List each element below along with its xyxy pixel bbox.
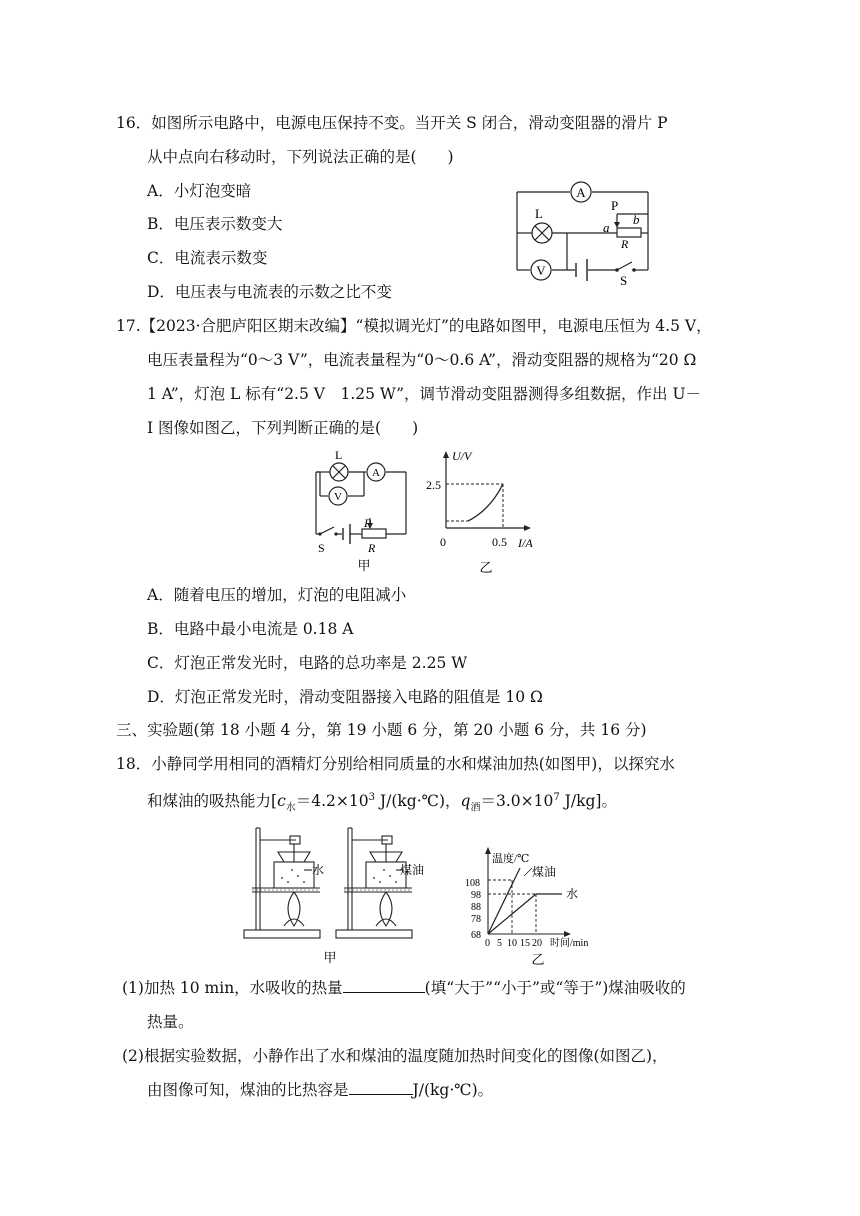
q18-sub1-answer-blank[interactable] xyxy=(343,978,425,993)
q16-resistor-label: R xyxy=(621,237,629,251)
q17-jia-voltmeter-label: V xyxy=(334,491,342,503)
q16-ammeter-label: A xyxy=(576,185,586,200)
q16-option-c: C．电流表示数变 xyxy=(147,249,268,267)
q16-stem-line2: 从中点向右移动时，下列说法正确的是( ) xyxy=(147,148,454,166)
q16-voltmeter-label: V xyxy=(536,263,546,278)
q18-yi-ytick-78: 78 xyxy=(471,914,481,925)
q17-option-c: C．灯泡正常发光时，电路的总功率是 2.25 W xyxy=(147,654,468,672)
q18-yi-xtick-5: 5 xyxy=(497,938,502,949)
q16-option-b: B．电压表示数变大 xyxy=(147,215,283,233)
q17-stem-line4: I 图像如图乙，下列判断正确的是( ) xyxy=(147,419,419,437)
q18-yi-xtick-0: 0 xyxy=(485,938,490,949)
q17-jia-slider-label: P xyxy=(364,516,372,530)
q18-sub2-line1: (2)根据实验数据，小静作出了水和煤油的温度随加热时间变化的图像(如图乙)， xyxy=(122,1047,668,1065)
q17-yi-ytick: 2.5 xyxy=(426,478,441,492)
q16-end-b-label: b xyxy=(633,212,640,227)
q16-slider-label: P xyxy=(611,198,619,213)
q17-jia-ammeter-label: A xyxy=(372,467,380,479)
q18-yi-xtick-15: 15 xyxy=(520,938,530,949)
q17-yi-origin: 0 xyxy=(440,535,446,549)
q17-jia-switch-label: S xyxy=(318,541,325,555)
q17-option-b: B．电路中最小电流是 0.18 A xyxy=(147,620,354,638)
q16-switch-label: S xyxy=(620,273,628,288)
q18-yi-xtick-10: 10 xyxy=(507,938,517,949)
q16-stem-line1: 16．如图所示电路中，电源电压保持不变。当开关 S 闭合，滑动变阻器的滑片 P xyxy=(116,114,668,132)
q17-stem-line3: 1 A”，灯泡 L 标有“2.5 V 1.25 W”，调节滑动变阻器测得多组数据，作出 U－ xyxy=(147,385,702,403)
q16-end-a-label: a xyxy=(603,220,610,235)
q18-yi-oil-line-label: 煤油 xyxy=(532,865,557,879)
q18-yi-ytick-98: 98 xyxy=(471,890,481,901)
q18-yi-ylabel: 温度/℃ xyxy=(492,853,530,865)
q17-option-a: A．随着电压的增加，灯泡的电阻减小 xyxy=(147,586,407,604)
q16-lamp-label: L xyxy=(535,206,543,221)
q17-yi-xtick: 0.5 xyxy=(492,535,507,549)
q18-apparatus-jia xyxy=(238,822,425,966)
q18-sub2-answer-blank[interactable] xyxy=(349,1080,413,1095)
q16-circuit-diagram xyxy=(505,178,665,288)
section-3-heading: 三、实验题(第 18 小题 4 分，第 19 小题 6 分，第 20 小题 6 分，共 16 分) xyxy=(116,721,647,739)
q18-jia-oil-label: 煤油 xyxy=(400,863,425,877)
q18-stem-line1: 18．小静同学用相同的酒精灯分别给相同质量的水和煤油加热(如图甲)，以探究水 xyxy=(116,755,675,773)
q17-option-d: D．灯泡正常发光时，滑动变阻器接入电路的阻值是 10 Ω xyxy=(147,688,543,706)
q18-yi-ytick-108: 108 xyxy=(465,878,480,889)
q18-yi-xlabel: 时间/min xyxy=(550,938,589,949)
q17-jia-resistor-label: R xyxy=(368,541,376,555)
q18-yi-ytick-68: 68 xyxy=(471,930,481,941)
q18-yi-xtick-20: 20 xyxy=(532,938,542,949)
q17-jia-caption: 甲 xyxy=(357,558,371,573)
q18-yi-caption: 乙 xyxy=(531,952,545,967)
q18-yi-ytick-88: 88 xyxy=(471,902,481,913)
q18-sub2-line2: 由图像可知，煤油的比热容是 J/(kg·℃)。 xyxy=(147,1081,494,1099)
q17-yi-caption: 乙 xyxy=(479,560,493,575)
q17-stem-line1: 17.【2023·合肥庐阳区期末改编】“模拟调光灯”的电路如图甲，电源电压恒为 4.5 V， xyxy=(116,317,712,335)
q17-circuit-jia xyxy=(308,444,420,574)
q18-sub1-line2: 热量。 xyxy=(147,1013,194,1031)
q18-jia-water-label: 水 xyxy=(312,863,325,877)
q16-option-d: D．电压表与电流表的示数之比不变 xyxy=(147,283,392,301)
q17-ui-graph-yi xyxy=(428,448,540,576)
q18-sub1-line1: (1)加热 10 min，水吸收的热量 (填“大于”“小于”或“等于”)煤油吸收的 xyxy=(122,979,686,997)
q17-stem-line2: 电压表量程为“0～3 V”，电流表量程为“0～0.6 A”，滑动变阻器的规格为“20 Ω xyxy=(147,351,697,369)
q18-temperature-graph-yi xyxy=(462,842,644,968)
q18-stem-line2: 和煤油的吸热能力[$c_水=4.2\times 10^3$ J/(kg·℃)，$q_酒=3.0\times 10^7$ J/kg]。 xyxy=(147,792,617,814)
q18-yi-water-line-label: 水 xyxy=(566,887,579,901)
q18-jia-caption: 甲 xyxy=(323,950,337,965)
q16-option-a: A．小灯泡变暗 xyxy=(147,182,252,200)
q17-yi-xlabel: I/A xyxy=(518,536,533,550)
q17-yi-ylabel: U/V xyxy=(452,449,472,463)
q17-jia-lamp-label: L xyxy=(335,448,343,462)
